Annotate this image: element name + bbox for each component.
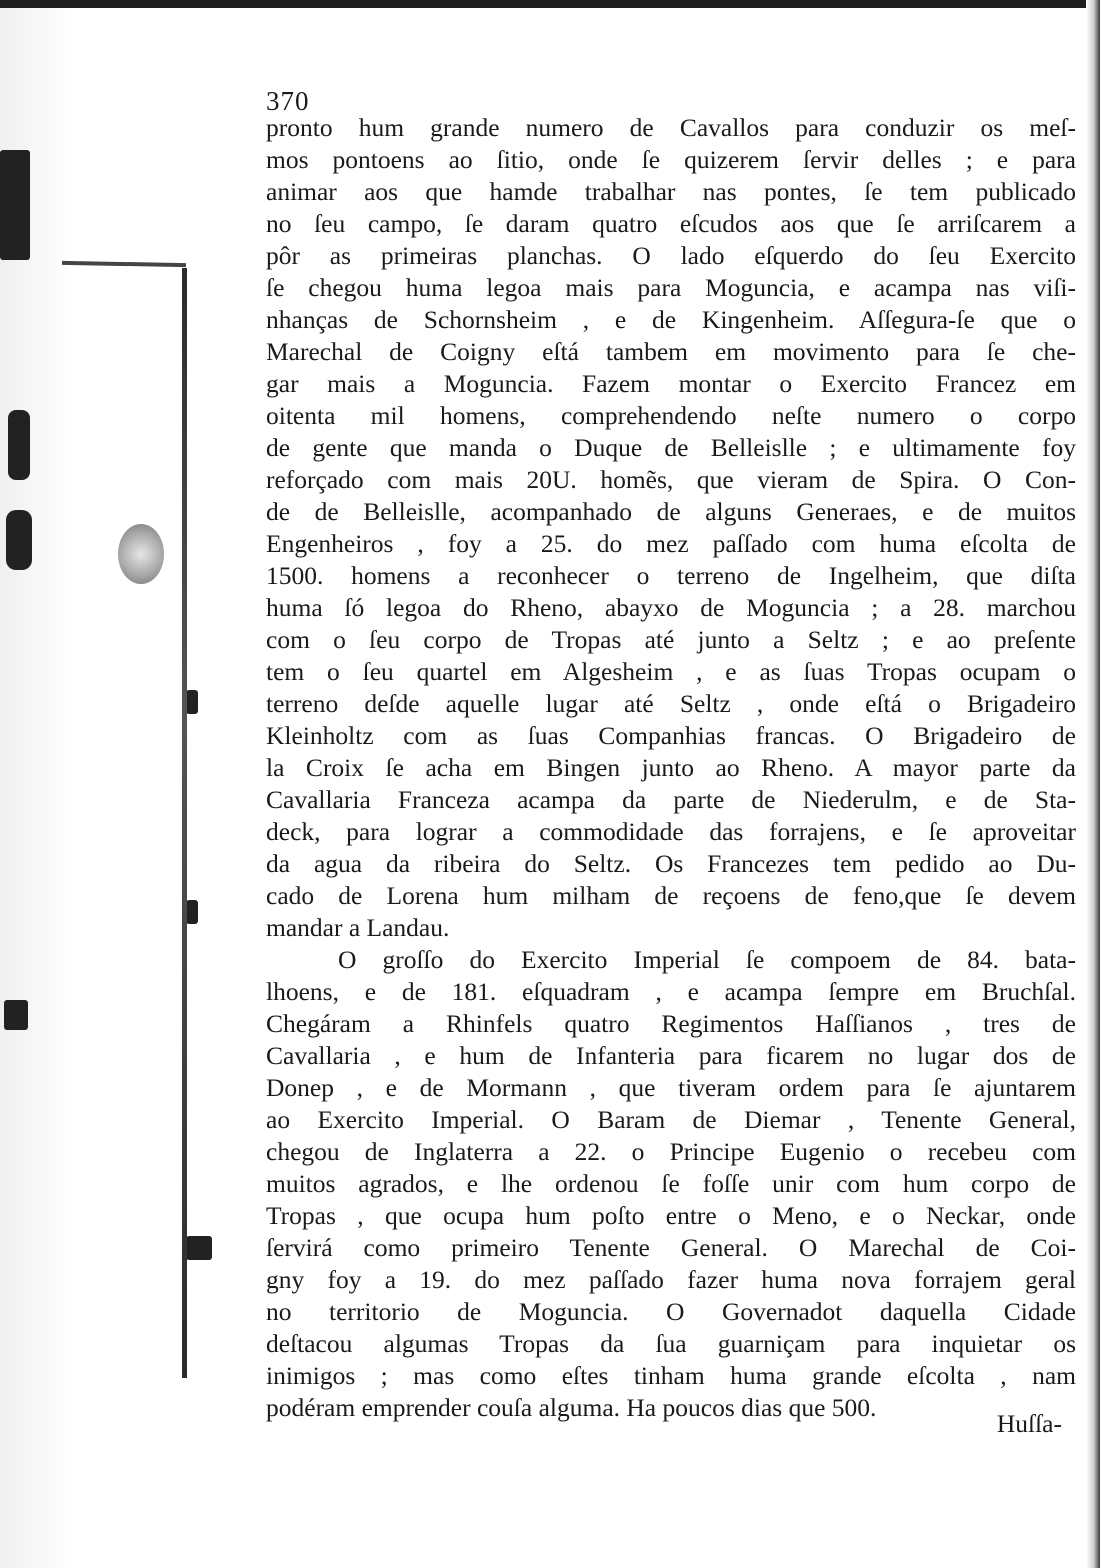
text-body bbox=[266, 112, 1076, 1424]
text-line: podéram emprender couſa alguma. Ha poucos dias que 500. bbox=[266, 1393, 877, 1422]
ink-mark bbox=[4, 1000, 28, 1030]
page-fold-top bbox=[62, 261, 186, 267]
scan-right-edge bbox=[1086, 0, 1100, 1568]
text-line: Marechal de Coigny eſtá tambem em movimento para ſe che- bbox=[266, 337, 1076, 366]
text-line: deck, para lograr a commodidade das forrajens, e ſe aproveitar bbox=[266, 817, 1076, 846]
text-line: inimigos ; mas como eſtes tinham huma grande eſcolta , nam bbox=[266, 1361, 1076, 1390]
text-line: animar aos que hamde trabalhar nas pontes, ſe tem publicado bbox=[266, 177, 1076, 206]
text-line: pronto hum grande numero de Cavallos para conduzir os meſ- bbox=[266, 113, 1076, 142]
text-line: cado de Lorena hum milham de reçoens de feno,que ſe devem bbox=[266, 881, 1076, 910]
text-line: muitos agrados, e lhe ordenou ſe foſſe unir com hum corpo de bbox=[266, 1169, 1076, 1198]
page-fold-line bbox=[182, 268, 187, 1378]
text-line: chegou de Inglaterra a 22. o Principe Eugenio o recebeu com bbox=[266, 1137, 1076, 1166]
text-line: Donep , e de Mormann , que tiveram ordem para ſe ajuntarem bbox=[266, 1073, 1076, 1102]
paper-stain bbox=[118, 524, 164, 584]
text-line: no territorio de Moguncia. O Governadot daquella Cidade bbox=[266, 1297, 1076, 1326]
text-line: de de Belleislle, acompanhado de alguns Generaes, e de muitos bbox=[266, 497, 1076, 526]
ink-mark bbox=[186, 900, 198, 924]
ink-mark bbox=[186, 1236, 212, 1260]
catchword: Huſſa- bbox=[996, 1409, 1062, 1438]
text-line: mandar a Landau. bbox=[266, 913, 450, 942]
text-line: O groſſo do Exercito Imperial ſe compoem de 84. bata- bbox=[338, 945, 1076, 974]
text-line: da agua da ribeira do Seltz. Os Francezes tem pedido ao Du- bbox=[266, 849, 1076, 878]
text-line: no ſeu campo, ſe daram quatro eſcudos aos que ſe arriſcarem a bbox=[266, 209, 1076, 238]
ink-mark bbox=[186, 690, 198, 714]
text-line: Tropas , que ocupa hum poſto entre o Meno, e o Neckar, onde bbox=[266, 1201, 1076, 1230]
text-line: ſervirá como primeiro Tenente General. O Marechal de Coi- bbox=[266, 1233, 1076, 1262]
page-number: 370 bbox=[266, 86, 310, 116]
ink-mark bbox=[8, 410, 30, 480]
text-line: deſtacou algumas Tropas da ſua guarniçam para inquietar os bbox=[266, 1329, 1076, 1358]
text-line: ao Exercito Imperial. O Baram de Diemar , Tenente General, bbox=[266, 1105, 1076, 1134]
text-line: com o ſeu corpo de Tropas até junto a Seltz ; e ao preſente bbox=[266, 625, 1076, 654]
text-line: huma ſó legoa do Rheno, abayxo de Moguncia ; a 28. marchou bbox=[266, 593, 1076, 622]
text-line: tem o ſeu quartel em Algesheim , e as ſuas Tropas ocupam o bbox=[266, 657, 1076, 686]
text-line: nhanças de Schornsheim , e de Kingenheim. Aſſegura-ſe que o bbox=[266, 305, 1076, 334]
text-line: Kleinholtz com as ſuas Companhias francas. O Brigadeiro de bbox=[266, 721, 1076, 750]
scan-top-edge bbox=[0, 0, 1100, 8]
text-line: de gente que manda o Duque de Belleislle ; e ultimamente foy bbox=[266, 433, 1076, 462]
text-line: 1500. homens a reconhecer o terreno de Ingelheim, que diſta bbox=[266, 561, 1076, 590]
text-line: gar mais a Moguncia. Fazem montar o Exercito Francez em bbox=[266, 369, 1076, 398]
text-line: pôr as primeiras planchas. O lado eſquerdo do ſeu Exercito bbox=[266, 241, 1076, 270]
text-line: ſe chegou huma legoa mais para Moguncia, e acampa nas viſi- bbox=[266, 273, 1076, 302]
text-line: Cavallaria Franceza acampa da parte de Niederulm, e de Sta- bbox=[266, 785, 1076, 814]
text-line: Engenheiros , foy a 25. do mez paſſado com huma eſcolta de bbox=[266, 529, 1076, 558]
text-line: Chegáram a Rhinfels quatro Regimentos Haſſianos , tres de bbox=[266, 1009, 1076, 1038]
ink-mark bbox=[0, 150, 30, 260]
text-line: lhoens, e de 181. eſquadram , e acampa ſempre em Bruchſal. bbox=[266, 977, 1076, 1006]
ink-mark bbox=[6, 510, 32, 570]
text-line: Cavallaria , e hum de Infanteria para ficarem no lugar dos de bbox=[266, 1041, 1076, 1070]
text-line: reforçado com mais 20U. homẽs, que vieram de Spira. O Con- bbox=[266, 465, 1076, 494]
text-line: mos pontoens ao ſitio, onde ſe quizerem ſervir delles ; e para bbox=[266, 145, 1076, 174]
text-line: terreno deſde aquelle lugar até Seltz , onde eſtá o Brigadeiro bbox=[266, 689, 1076, 718]
text-line: oitenta mil homens, comprehendendo neſte numero o corpo bbox=[266, 401, 1076, 430]
text-line: gny foy a 19. do mez paſſado fazer huma nova forrajem geral bbox=[266, 1265, 1076, 1294]
text-line: la Croix ſe acha em Bingen junto ao Rheno. A mayor parte da bbox=[266, 753, 1076, 782]
